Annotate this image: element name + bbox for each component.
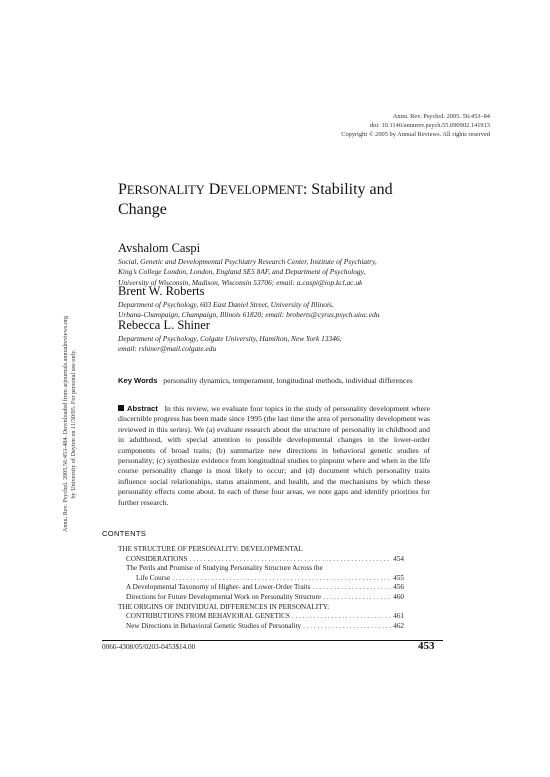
download-notice-line-2: by University of Dayton on 11/30/05. For personal use only. [70, 349, 77, 499]
toc-entry[interactable] [118, 593, 404, 603]
table-of-contents [118, 545, 404, 631]
toc-page-number: 454 [393, 554, 404, 563]
keywords [118, 376, 430, 386]
toc-entry[interactable] [118, 583, 404, 593]
toc-entry[interactable] [118, 564, 404, 574]
footer-rule [102, 640, 443, 641]
toc-entry-title: Life Course [136, 573, 171, 582]
toc-entry[interactable] [118, 603, 404, 613]
title-tail: : Stability and [302, 181, 393, 198]
toc-entry-title: CONTRIBUTIONS FROM BEHAVIORAL GENETICS [126, 612, 290, 621]
article-metadata [240, 112, 490, 139]
toc-entry[interactable] [118, 612, 404, 622]
toc-entry-title: CONSIDERATIONS [126, 554, 188, 563]
toc-page-number: 461 [393, 612, 404, 621]
toc-entry[interactable] [118, 574, 404, 584]
toc-leader [172, 574, 391, 584]
title-p1-rest: ERSONALITY [126, 183, 205, 197]
keywords-label: Key Words [118, 376, 158, 385]
toc-entry-title: New Directions in Behavioral Genetic Studies of Personality [126, 621, 302, 630]
keywords-text: personality dynamics, temperament, longitudinal methods, individual differences [163, 376, 413, 385]
affiliation-line: email: rshiner@mail.colgate.edu [118, 344, 217, 354]
toc-page-number: 456 [393, 583, 404, 592]
abstract [118, 404, 430, 508]
toc-entry-title: Directions for Future Developmental Work on Personality Structure [126, 592, 322, 601]
doi: doi: 10.1146/annurev.psych.55.090902.141913 [369, 122, 490, 129]
copyright-notice: Copyright © 2005 by Annual Reviews. All rights reserved [341, 131, 490, 138]
author-name: Avshalom Caspi [118, 241, 201, 255]
toc-entry-title: The Perils and Promise of Studying Personality Structure Across the [126, 564, 323, 573]
author-block-1 [118, 241, 438, 288]
contents-heading: CONTENTS [102, 529, 147, 538]
download-notice-line-1: Annu. Rev. Psychol. 2005.56:453-484. Downloaded from arjournals.annualreviews.org [62, 315, 69, 533]
toc-entry-title: THE ORIGINS OF INDIVIDUAL DIFFERENCES IN PERSONALITY: [118, 602, 330, 611]
journal-citation: Annu. Rev. Psychol. 2005. 56:453–84 [392, 113, 490, 120]
toc-entry[interactable] [118, 545, 404, 555]
affiliation-line: Department of Psychology, Colgate University, Hamilton, New York 13346; [118, 334, 343, 343]
title-p2-cap: D [208, 181, 221, 198]
article-title [118, 180, 458, 220]
abstract-label: Abstract [127, 404, 158, 413]
toc-leader [190, 555, 392, 565]
author-name: Brent W. Roberts [118, 284, 205, 298]
author-block-3 [118, 318, 438, 355]
affiliation-line: King’s College London, London, England SE5 8AF, and Department of Psychology, [118, 267, 366, 277]
title-p2-rest: EVELOPMENT [220, 183, 303, 197]
toc-page-number: 455 [393, 573, 404, 582]
toc-leader [303, 622, 391, 632]
download-notice [58, 268, 77, 568]
affiliation-line: University of Wisconsin, Madison, Wisconsin 53706; email: a.caspi@iop.kcl.ac.uk [118, 277, 363, 287]
toc-entry[interactable] [118, 622, 404, 632]
title-tail-2: Change [118, 201, 167, 218]
page-number: 453 [418, 640, 435, 652]
article-code: 0066-4308/05/0203-0453$14.00 [102, 643, 196, 651]
toc-entry[interactable] [118, 555, 404, 565]
author-affiliation [118, 334, 438, 355]
toc-leader [313, 583, 392, 593]
toc-entry-title: THE STRUCTURE OF PERSONALITY: DEVELOPMENTAL [118, 545, 303, 553]
toc-page-number: 460 [393, 592, 404, 601]
affiliation-line: Department of Psychology, 603 East Daniel Street, University of Illinois, [118, 300, 334, 309]
toc-page-number: 462 [393, 621, 404, 630]
toc-entry-title: A Developmental Taxonomy of Higher- and Lower-Order Traits [126, 583, 311, 592]
affiliation-line: Urbana-Champaign, Champaign, Illinois 61820; email: broberts@cyrus.psych.uiuc.edu [118, 310, 380, 320]
abstract-text: In this review, we evaluate four topics in the study of personality development where discernible progress has been made since 1995 (the last time the area of personality development was reviewed in this series). We (a) evaluate research about the structure of personality in childhood and in adulthood, with special attention to possible developmental changes in the lower-order components of broad traits; (b) summarize new directions in behavioral genetic studies of personality; (c) synthesize evidence from longitudinal studies to pinpoint where and when in the life course personality change is most likely to occur; and (d) document which personality traits influence social relationships, status attainment, and health, and the mechanisms by which these personality effects come about. In each of these four areas, we note gaps and identify priorities for further research. [118, 404, 431, 507]
toc-leader [292, 612, 391, 622]
bullet-square-icon [118, 405, 124, 411]
toc-leader [323, 593, 391, 603]
title-p1-cap: P [118, 181, 127, 198]
author-block-2 [118, 284, 438, 321]
author-name: Rebecca L. Shiner [118, 318, 210, 332]
affiliation-line: Social, Genetic and Developmental Psychiatry Research Center, Institute of Psychiatry, [118, 257, 377, 266]
